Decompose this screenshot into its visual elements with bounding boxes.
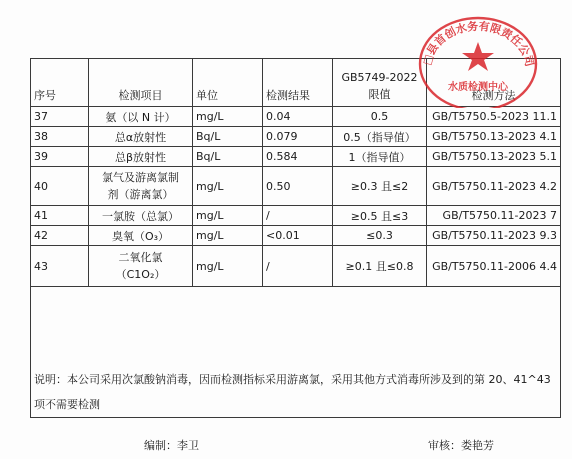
cell-result: / [263, 246, 333, 287]
seal-outer-text: □县首创水务有限责任公司 [420, 19, 537, 68]
cell-no: 41 [31, 206, 89, 226]
cell-unit: mg/L [193, 107, 263, 127]
cell-item: 一氯胺（总氯） [89, 206, 193, 226]
table-row [31, 107, 561, 127]
cell-no: 43 [31, 246, 89, 287]
cell-item: 总β放射性 [89, 147, 193, 167]
cell-unit: mg/L [193, 246, 263, 287]
cell-limit: ≥0.3 且≤2 [333, 167, 427, 206]
cell-no: 37 [31, 107, 89, 127]
header-unit: 单位 [193, 59, 263, 107]
header-limit [333, 59, 427, 107]
cell-item-line2: （C1O₂） [115, 268, 166, 281]
cell-limit: ≥0.5 且≤3 [333, 206, 427, 226]
cell-item: 氨（以 N 计） [89, 107, 193, 127]
cell-item-line1: 二氧化氯 [118, 251, 163, 264]
cell-unit: Bq/L [193, 127, 263, 147]
header-result: 检测结果 [263, 59, 333, 107]
notes-row [31, 287, 561, 418]
cell-result: 0.079 [263, 127, 333, 147]
header-method: 检测方法 [427, 59, 561, 107]
cell-limit: ≤0.3 [333, 226, 427, 246]
notes-cell [31, 287, 561, 418]
header-limit-label: 限值 [368, 88, 391, 101]
cell-item [89, 246, 193, 287]
table-row [31, 167, 561, 206]
table-row [31, 246, 561, 287]
table-row [31, 147, 561, 167]
cell-limit: 1（指导值） [333, 147, 427, 167]
cell-method: GB/T5750.11-2006 4.4 [427, 246, 561, 287]
cell-item [89, 167, 193, 206]
table-header-row [31, 59, 561, 107]
cell-unit: Bq/L [193, 147, 263, 167]
header-no: 序号 [31, 59, 89, 107]
cell-no: 40 [31, 167, 89, 206]
cell-limit: 0.5（指导值） [333, 127, 427, 147]
table-row [31, 226, 561, 246]
cell-method: GB/T5750.5-2023 11.1 [427, 107, 561, 127]
notes-line-1: 说明：本公司采用次氯酸钠消毒，因而检测指标采用游离氯，采用其他方式消毒所涉及到的第 20、41^43 [34, 373, 551, 386]
header-item: 检测项目 [89, 59, 193, 107]
cell-limit: 0.5 [333, 107, 427, 127]
cell-item: 总α放射性 [89, 127, 193, 147]
cell-result: 0.584 [263, 147, 333, 167]
cell-result: <0.01 [263, 226, 333, 246]
cell-no: 39 [31, 147, 89, 167]
reviewer-signature: 审核：娄艳芳 [428, 439, 494, 452]
cell-unit: mg/L [193, 206, 263, 226]
cell-no: 42 [31, 226, 89, 246]
editor-signature: 编制：李卫 [144, 439, 199, 452]
cell-method: GB/T5750.11-2023 9.3 [427, 226, 561, 246]
table-row [31, 206, 561, 226]
cell-result: 0.50 [263, 167, 333, 206]
cell-item-line1: 氯气及游离氯制 [102, 171, 179, 184]
cell-result: 0.04 [263, 107, 333, 127]
table-row [31, 127, 561, 147]
header-limit-standard: GB5749-2022 [341, 71, 418, 84]
cell-unit: mg/L [193, 226, 263, 246]
cell-item: 臭氧（O₃） [89, 226, 193, 246]
notes-line-2: 项不需要检测 [34, 398, 100, 411]
cell-result: / [263, 206, 333, 226]
seal-inner-text: 水质检测中心 [448, 82, 508, 93]
cell-item-line2: 剂（游离氯） [107, 188, 174, 201]
cell-limit: ≥0.1 且≤0.8 [333, 246, 427, 287]
cell-unit: mg/L [193, 167, 263, 206]
water-quality-table [30, 58, 561, 418]
cell-method: GB/T5750.11-2023 4.2 [427, 167, 561, 206]
cell-method: GB/T5750.13-2023 5.1 [427, 147, 561, 167]
cell-method: GB/T5750.11-2023 7 [427, 206, 561, 226]
cell-method: GB/T5750.13-2023 4.1 [427, 127, 561, 147]
cell-no: 38 [31, 127, 89, 147]
